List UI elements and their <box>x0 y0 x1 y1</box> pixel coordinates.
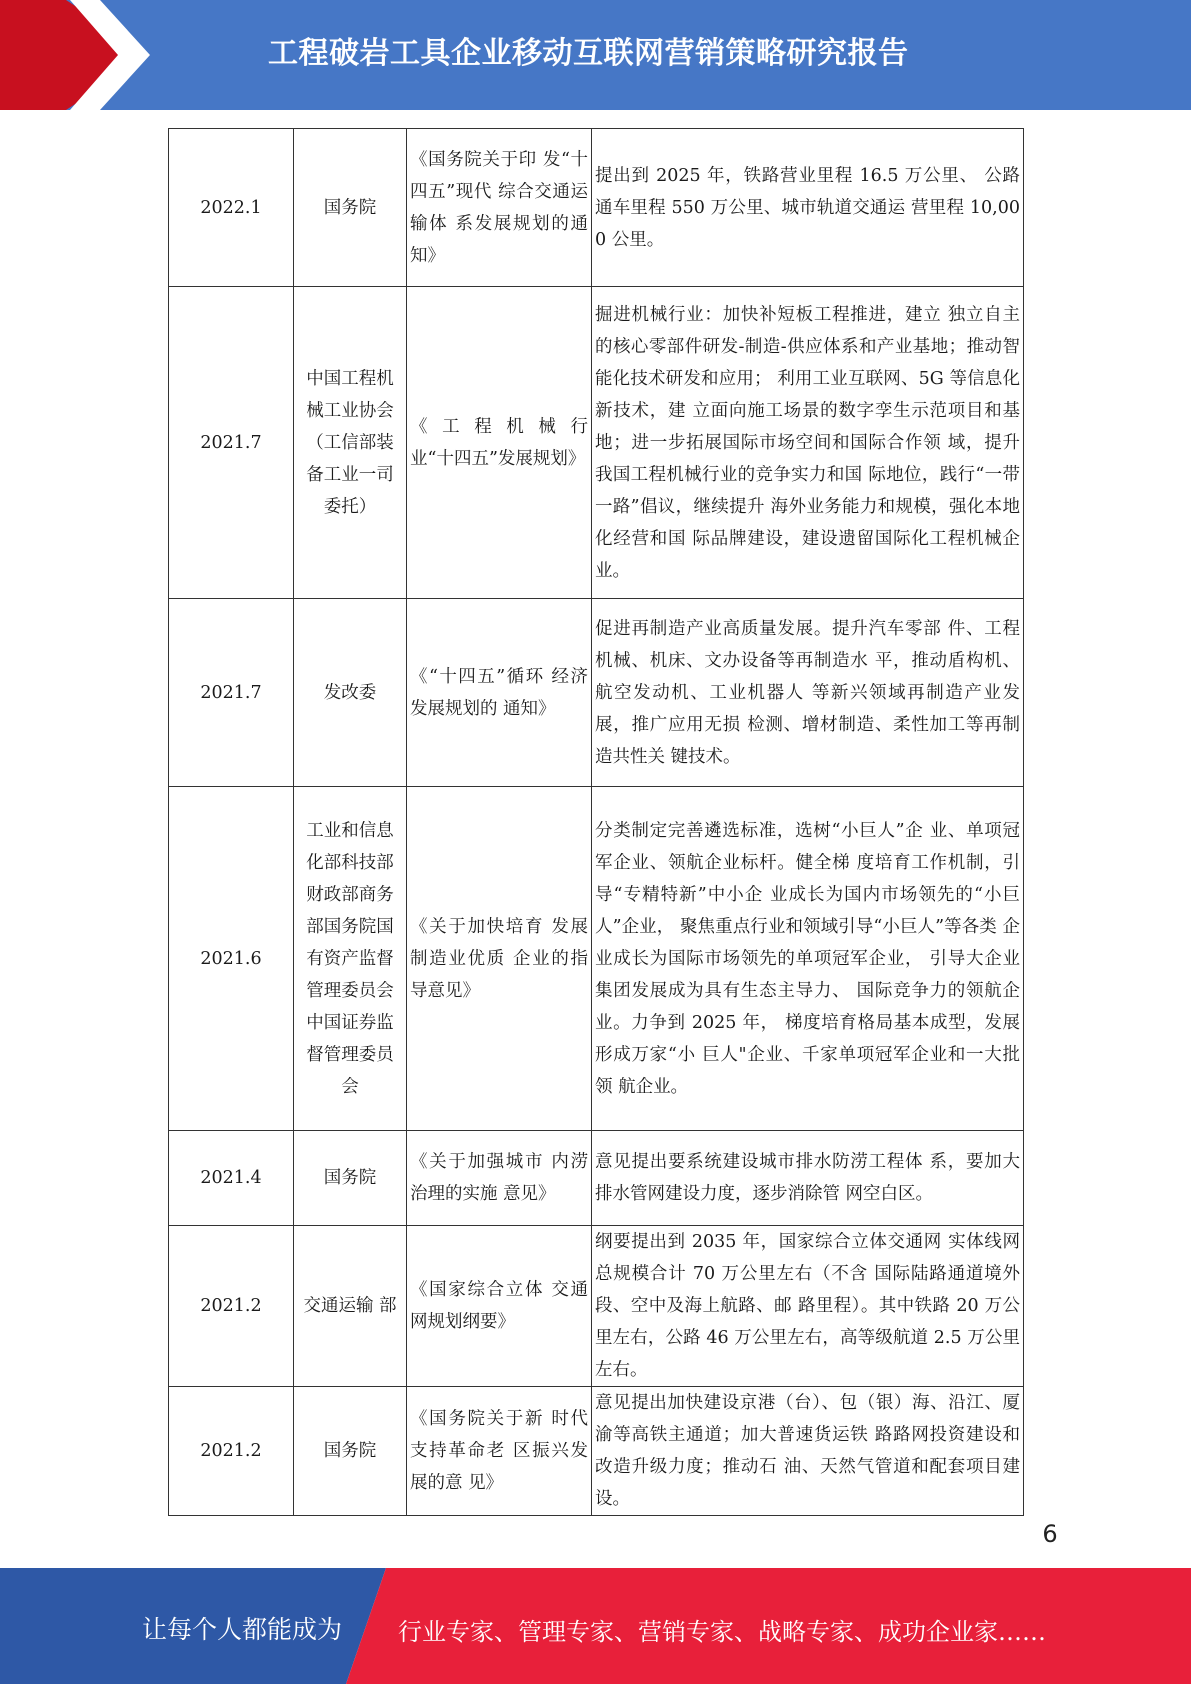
issuer-cell: 工业和信息化部科技部财政部商务部国务院国有资产监督管理委员会中国证券监督管理委员会 <box>294 787 407 1131</box>
table-row <box>169 1131 1024 1226</box>
content-cell: 提出到 2025 年，铁路营业里程 16.5 万公里、 公路通车里程 550 万公里、城市轨道交通运 营里程 10,000 公里。 <box>592 129 1024 287</box>
table-row <box>169 787 1024 1131</box>
document-cell: 《“十四五”循环 经济发展规划的 通知》 <box>407 599 592 787</box>
document-cell: 《关于加强城市 内涝治理的实施 意见》 <box>407 1131 592 1226</box>
document-title: 工程破岩工具企业移动互联网营销策略研究报告 <box>268 36 909 71</box>
date-cell: 2022.1 <box>169 129 294 287</box>
table-row <box>169 599 1024 787</box>
issuer-cell: 交通运输 部 <box>294 1226 407 1387</box>
content-cell: 意见提出加快建设京港（台）、包（银）海、沿江、厦渝等高铁主通道；加大普速货运铁 路路网投资建设和改造升级力度；推动石 油、天然气管道和配套项目建设。 <box>592 1387 1024 1516</box>
content-cell: 纲要提出到 2035 年，国家综合立体交通网 实体线网总规模合计 70 万公里左右（不含 国际陆路通道境外段、空中及海上航路、邮 路里程）。其中铁路 20 万公里左右，公路 46 万公里左右，高等级航道 2.5 万公里左右。 <box>592 1226 1024 1387</box>
date-cell: 2021.6 <box>169 787 294 1131</box>
table-row <box>169 129 1024 287</box>
document-cell: 《关于加快培育 发展制造业优质 企业的指导意见》 <box>407 787 592 1131</box>
footer-slogan-left: 让每个人都能成为 <box>142 1615 343 1644</box>
content-cell: 意见提出要系统建设城市排水防涝工程体 系，要加大排水管网建设力度，逐步消除管 网空白区。 <box>592 1131 1024 1226</box>
date-cell: 2021.2 <box>169 1387 294 1516</box>
issuer-cell: 中国工程机械工业协会（工信部装备工业一司委托） <box>294 287 407 599</box>
footer-slogan-right: 行业专家、管理专家、营销专家、战略专家、成功企业家…… <box>398 1618 1046 1646</box>
table-row <box>169 287 1024 599</box>
page-footer <box>0 1568 1191 1684</box>
issuer-cell: 发改委 <box>294 599 407 787</box>
issuer-cell: 国务院 <box>294 1131 407 1226</box>
content-cell: 促进再制造产业高质量发展。提升汽车零部 件、工程机械、机床、文办设备等再制造水 平，推动盾构机、航空发动机、工业机器人 等新兴领域再制造产业发展，推广应用无损 检测、增材制造、柔性加工等再制造共性关 键技术。 <box>592 599 1024 787</box>
table-row <box>169 1226 1024 1387</box>
issuer-cell: 国务院 <box>294 1387 407 1516</box>
issuer-cell: 国务院 <box>294 129 407 287</box>
date-cell: 2021.7 <box>169 287 294 599</box>
table-row <box>169 1387 1024 1516</box>
page-number: 6 <box>1042 1520 1058 1548</box>
document-cell: 《国家综合立体 交通网规划纲要》 <box>407 1226 592 1387</box>
date-cell: 2021.2 <box>169 1226 294 1387</box>
document-cell: 《国务院关于新 时代支持革命老 区振兴发展的意 见》 <box>407 1387 592 1516</box>
date-cell: 2021.4 <box>169 1131 294 1226</box>
content-cell: 掘进机械行业：加快补短板工程推进，建立 独立自主的核心零部件研发-制造-供应体系和产业基地；推动智能化技术研发和应用； 利用工业互联网、5G 等信息化新技术，建 立面向施工场景的数字孪生示范项目和基 地；进一步拓展国际市场空间和国际合作领 域，提升我国工程机械行业的竞争实力和国 际地位，践行“一带一路”倡议，继续提升 海外业务能力和规模，强化本地化经营和国 际品牌建设，建设遗留国际化工程机械企 业。 <box>592 287 1024 599</box>
policy-table <box>168 128 1024 1516</box>
date-cell: 2021.7 <box>169 599 294 787</box>
content-cell: 分类制定完善遴选标准，选树“小巨人”企 业、单项冠军企业、领航企业标杆。健全梯 度培育工作机制，引导“专精特新”中小企 业成长为国内市场领先的“小巨人”企业， 聚焦重点行业和领域引导“小巨人”等各类 企业成长为国际市场领先的单项冠军企业， 引导大企业集团发展成为具有生态主导力、 国际竞争力的领航企业。力争到 2025 年， 梯度培育格局基本成型，发展形成万家“小 巨人"企业、千家单项冠军企业和一大批领 航企业。 <box>592 787 1024 1131</box>
document-cell: 《 工 程 机 械 行 业“十四五”发展规划》 <box>407 287 592 599</box>
page-header <box>0 0 1191 110</box>
document-cell: 《国务院关于印 发“十四五”现代 综合交通运输体 系发展规划的通 知》 <box>407 129 592 287</box>
